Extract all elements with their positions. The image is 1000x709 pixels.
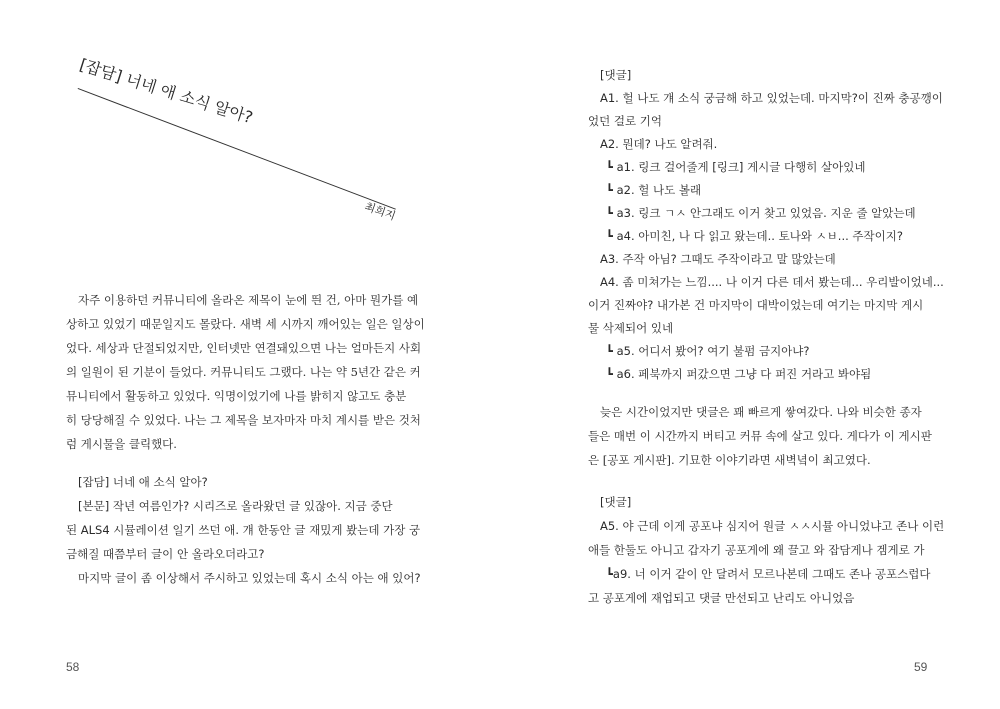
intro-line: 상하고 있었기 때문일지도 몰랐다. 새벽 세 시까지 깨어있는 일은 일상이 [66, 317, 425, 331]
comments-section-1 [588, 64, 944, 386]
comment-line: A1. 헐 나도 걔 소식 궁금해 하고 있었는데. 마지막?이 진짜 충공깽이 [600, 91, 943, 105]
reply-line: ┗ a3. 링크 ㄱㅅ 안그래도 이거 찾고 있었음. 지운 줄 알았는데 [606, 206, 916, 220]
story-title: [잡담] 너네 애 소식 알아? [77, 54, 256, 128]
comment-line: A4. 좀 미쳐가는 느낌.... 나 이거 다른 데서 봤는데... 우리발이었네... [600, 275, 944, 289]
comment-line: 애들 한둘도 아니고 갑자기 공포게에 왜 끌고 와 잡담게나 겜게로 가 [588, 543, 925, 557]
post-line: 금해질 때쯤부터 글이 안 올라오더라고? [66, 547, 265, 561]
comments-header: [댓글] [600, 68, 632, 82]
page-number-left: 58 [66, 660, 80, 674]
intro-paragraph [66, 288, 425, 456]
comment-line: 물 삭제되어 있네 [588, 321, 674, 335]
intro-line: 자주 이용하던 커뮤니티에 올라온 제목이 눈에 띈 건, 아마 뭔가를 예 [78, 293, 419, 307]
comment-line: 이거 진짜야? 내가본 건 마지막이 대박이었는데 여기는 마지막 게시 [588, 298, 924, 312]
post-line: 된 ALS4 시뮬레이션 일기 쓰던 애. 걔 한동안 글 재밌게 봤는데 가장 궁 [66, 523, 421, 537]
page-number-right: 59 [914, 660, 928, 674]
reply-line: ┗a9. 너 이거 같이 안 달려서 모르나본데 그때도 존나 공포스럽다 [606, 567, 931, 581]
post-line: [본문] 작년 여름인가? 시리즈로 올라왔던 글 있잖아. 지금 중단 [78, 499, 393, 513]
narration-paragraph [588, 400, 933, 472]
narration-line: 은 [공포 게시판]. 기묘한 이야기라면 새벽녘이 최고였다. [588, 453, 871, 467]
intro-line: 럼 게시물을 클릭했다. [66, 437, 177, 451]
comment-line: A3. 주작 아님? 그때도 주작이라고 말 많았는데 [600, 252, 836, 266]
reply-line: ┗ a1. 링크 걸어줄게 [링크] 게시글 다행히 살아있네 [606, 160, 866, 174]
reply-line: 고 공포게에 재업되고 댓글 만선되고 난리도 아니었음 [588, 591, 855, 605]
post-block [66, 470, 421, 590]
intro-line: 뮤니티에서 활동하고 있었다. 익명이었기에 나를 밝히지 않고도 충분 [66, 389, 407, 403]
comment-line: 었던 걸로 기억 [588, 114, 662, 128]
reply-line: ┗ a4. 아미친, 나 다 읽고 왔는데.. 토나와 ㅅㅂ... 주작이지? [606, 229, 903, 243]
reply-line: ┗ a5. 어디서 봤어? 여기 불펌 금지아냐? [606, 344, 810, 358]
intro-line: 히 당당해질 수 있었다. 나는 그 제목을 보자마자 마치 계시를 받은 것처 [66, 413, 421, 427]
title-block [0, 0, 500, 230]
narration-line: 들은 매번 이 시간까지 버티고 커뮤 속에 살고 있다. 게다가 이 게시판 [588, 429, 932, 443]
comments-section-2 [588, 490, 945, 610]
post-title: [잡담] 너네 애 소식 알아? [78, 475, 208, 489]
reply-line: ┗ a2. 헐 나도 볼래 [606, 183, 702, 197]
comment-line: A2. 뭔데? 나도 알려줘. [600, 137, 718, 151]
intro-line: 의 일원이 된 기분이 들었다. 커뮤니티도 그랬다. 나는 약 5년간 같은 커 [66, 365, 421, 379]
reply-line: ┗ a6. 페북까지 퍼갔으면 그냥 다 퍼진 거라고 봐야됨 [606, 367, 872, 381]
post-line: 마지막 글이 좀 이상해서 주시하고 있었는데 혹시 소식 아는 애 있어? [78, 571, 421, 585]
author-name: 최희지 [362, 199, 398, 224]
narration-line: 늦은 시간이었지만 댓글은 꽤 빠르게 쌓여갔다. 나와 비슷한 종자 [600, 405, 922, 419]
intro-line: 었다. 세상과 단절되었지만, 인터넷만 연결돼있으면 나는 얼마든지 사회 [66, 341, 422, 355]
comment-line: A5. 야 근데 이게 공포냐 심지어 원글 ㅅㅅ시뮬 아니었냐고 존나 이런 [600, 519, 945, 533]
comments-header: [댓글] [600, 495, 632, 509]
